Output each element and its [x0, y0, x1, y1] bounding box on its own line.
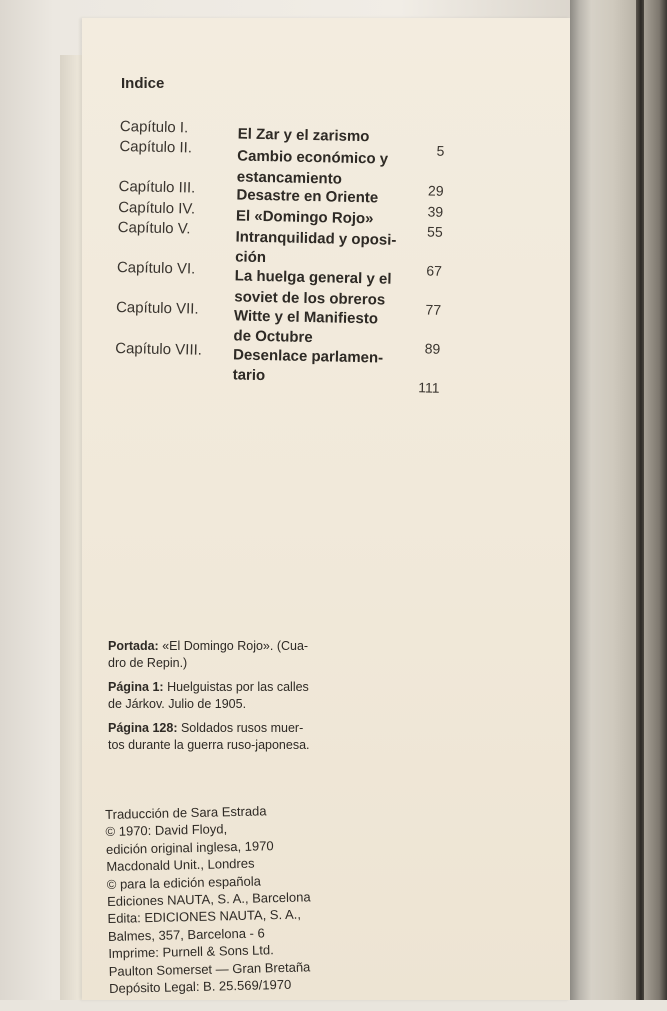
credit-text: Huelguistas por las calles [167, 680, 309, 694]
chapter-title-line: soviet de los obreros [234, 288, 386, 309]
toc-row [0, 115, 667, 146]
chapter-title-line: El Zar y el zarismo [237, 125, 370, 146]
credit-entry [108, 720, 358, 754]
credit-line [108, 720, 358, 737]
chapter-label: Capítulo III. [118, 177, 196, 197]
chapter-label: Capítulo I. [119, 118, 189, 137]
imprint-line: Paulton Somerset — Gran Bretaña [108, 959, 311, 979]
credit-entry [108, 679, 358, 713]
chapter-title-line: estancamiento [236, 168, 343, 188]
chapter-title-line: Desenlace parlamen- [232, 346, 384, 367]
page-number: 67 [426, 262, 443, 279]
imprint-line: Balmes, 357, Barcelona - 6 [107, 925, 265, 944]
credit-label: Página 1: [108, 680, 164, 694]
imprint-line: Imprime: Purnell & Sons Ltd. [108, 942, 274, 962]
chapter-label: Capítulo VIII. [115, 339, 203, 359]
chapter-title-line: Witte y el Manifiesto [233, 307, 379, 328]
credit-text: dro de Repin.) [108, 656, 188, 670]
imprint-line: Depósito Legal: B. 25.569/1970 [108, 976, 292, 997]
credit-entry [108, 638, 358, 672]
illustration-credits [108, 638, 358, 761]
credit-line [108, 638, 358, 655]
chapter-title-line: Desastre en Oriente [236, 186, 379, 207]
credit-line [108, 679, 358, 696]
credit-label: Portada: [108, 639, 159, 653]
credit-label: Página 128: [108, 721, 178, 735]
credit-text: Soldados rusos muer- [180, 721, 304, 735]
chapter-label: Capítulo VII. [115, 298, 199, 318]
credit-text: «El Domingo Rojo». (Cua- [162, 639, 309, 653]
chapter-label: Capítulo II. [119, 137, 193, 157]
chapter-label: Capítulo VI. [116, 258, 196, 278]
toc-row [0, 379, 661, 396]
toc-row [0, 339, 662, 385]
chapter-title-line: El «Domingo Rojo» [235, 207, 374, 228]
imprint-line: Macdonald Unit., Londres [106, 855, 255, 875]
page-number: 39 [427, 203, 444, 220]
imprint-line: © 1970: David Floyd, [105, 821, 228, 840]
page-number: 89 [424, 340, 441, 357]
imprint-line: © para la edición española [106, 873, 262, 892]
credit-text: de Járkov. Julio de 1905. [108, 697, 247, 711]
chapter-title-line: Intranquilidad y oposi- [235, 228, 397, 249]
chapter-title-line: Cambio económico y [237, 147, 389, 168]
index-heading: Indice [121, 75, 165, 92]
chapter-title-line: tario [232, 366, 266, 385]
imprint-line: Edita: EDICIONES NAUTA, S. A., [107, 907, 302, 927]
imprint-line: Traducción de Sara Estrada [105, 803, 267, 822]
credit-text: tos durante la guerra ruso-japonesa. [108, 738, 310, 752]
page-number: 55 [426, 223, 443, 240]
imprint-line: Ediciones NAUTA, S. A., Barcelona [106, 889, 311, 910]
chapter-label: Capítulo V. [117, 218, 191, 238]
chapter-title-line: La huelga general y el [234, 267, 392, 288]
imprint-line: edición original inglesa, 1970 [105, 837, 274, 857]
chapter-title-line: ción [234, 248, 267, 267]
page-number: 77 [425, 301, 442, 318]
chapter-title-line: de Octubre [233, 327, 313, 347]
chapter-label: Capítulo IV. [117, 198, 196, 218]
page-number: 5 [436, 142, 445, 159]
page-number: 111 [418, 379, 440, 396]
imprint-block [105, 800, 369, 997]
page-number: 29 [427, 182, 444, 199]
